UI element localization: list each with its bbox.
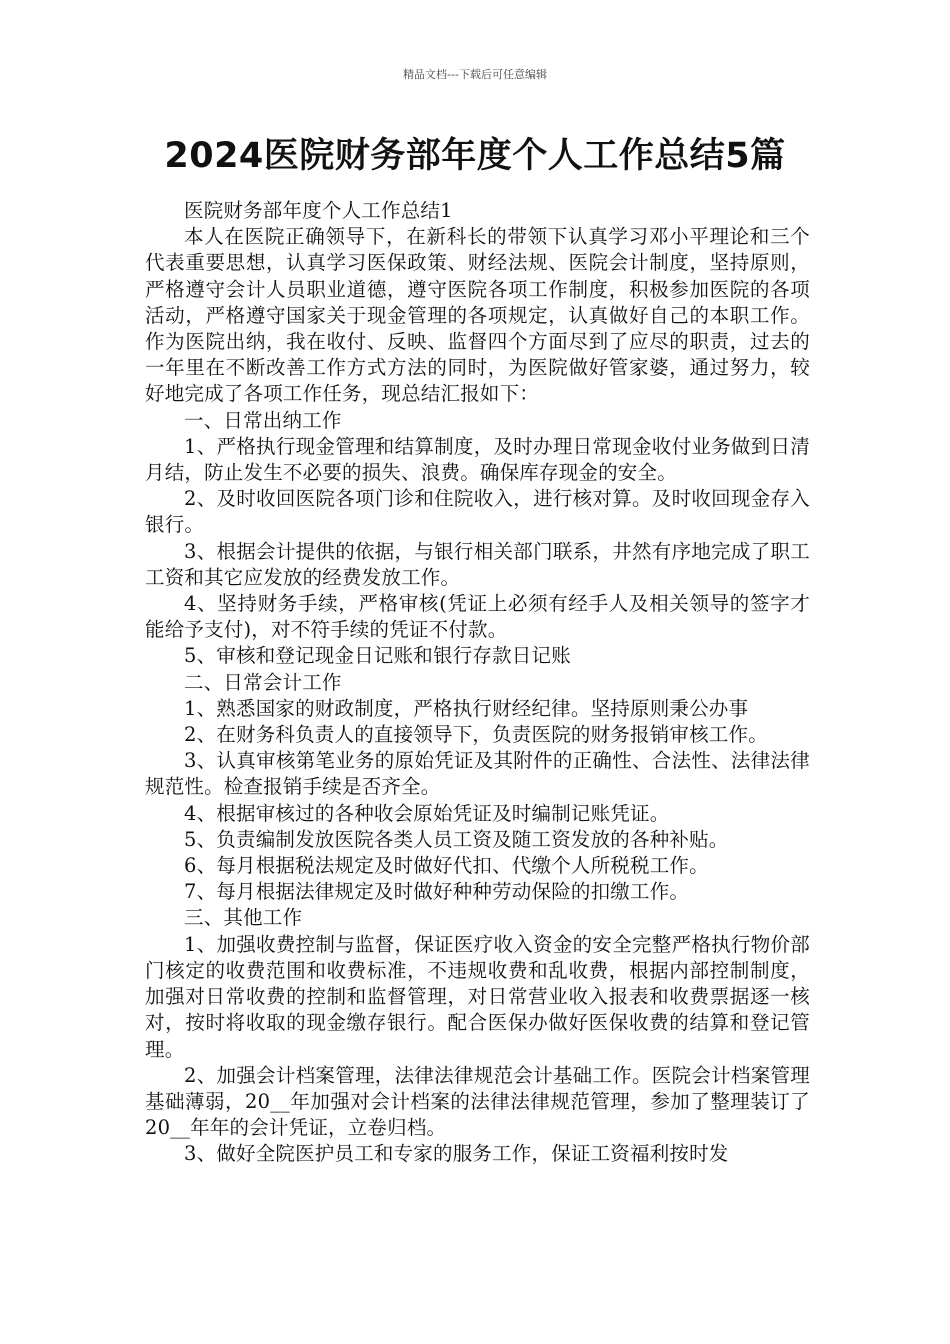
paragraph: 本人在医院正确领导下，在新科长的带领下认真学习邓小平理论和三个代表重要思想，认真学习医保政策、财经法规、医院会计制度，坚持原则，严格遵守会计人员职业道德，遵守医院各项工作制度，积极参加医院的各项活动，严格遵守国家关于现金管理的各项规定，认真做好自己的本职工作。作为医院出纳，我在收付、反映、监督四个方面尽到了应尽的职责，过去的一年里在不断改善工作方式方法的同时，为医院做好管家婆，通过努力，较好地完成了各项工作任务，现总结汇报如下：: [145, 225, 810, 406]
paragraph: 4、根据审核过的各种收会原始凭证及时编制记账凭证。: [184, 801, 670, 825]
paragraph: 2、在财务科负责人的直接领导下，负责医院的财务报销审核工作。: [184, 723, 768, 747]
paragraph: 1、加强收费控制与监督，保证医疗收入资金的安全完整严格执行物价部门核定的收费范围和收费标准，不违规收费和乱收费，根据内部控制制度，加强对日常收费的控制和监督管理，对日常营业收入报表和收费票据逐一核对，按时将收取的现金缴存银行。配合医保办做好医保收费的结算和登记管理。: [145, 932, 810, 1061]
paragraph: 3、做好全院医护员工和专家的服务工作，保证工资福利按时发: [184, 1142, 729, 1166]
paragraph: 7、每月根据法律规定及时做好种种劳动保险的扣缴工作。: [184, 880, 690, 904]
paragraph: 5、负责编制发放医院各类人员工资及随工资发放的各种补贴。: [184, 827, 729, 851]
section-heading: 医院财务部年度个人工作总结1: [184, 199, 453, 222]
paragraph: 3、认真审核第笔业务的原始凭证及其附件的正确性、合法性、法律法律规范性。检查报销手续是否齐全。: [145, 749, 810, 799]
paragraph: 6、每月根据税法规定及时做好代扣、代缴个人所税税工作。: [184, 854, 709, 878]
document-body: [145, 198, 810, 1168]
document-title: 2024医院财务部年度个人工作总结5篇: [164, 136, 786, 176]
paragraph: 2、加强会计档案管理，法律法律规范会计基础工作。医院会计档案管理基础薄弱，20__年加强对会计档案的法律法律规范管理，参加了整理装订了20__年年的会计凭证，立卷归档。: [145, 1063, 810, 1140]
paragraph: 2、及时收回医院各项门诊和住院收入，进行核对算。及时收回现金存入银行。: [145, 487, 810, 537]
header-note: 精品文档---下载后可任意编辑: [403, 68, 547, 81]
section-heading: 一、日常出纳工作: [184, 408, 342, 432]
section-heading: 三、其他工作: [184, 906, 303, 930]
paragraph: 4、坚持财务手续，严格审核(凭证上必须有经手人及相关领导的签字才能给予支付)，对不符手续的凭证不付款。: [145, 592, 810, 642]
paragraph: 1、熟悉国家的财政制度，严格执行财经纪律。坚持原则秉公办事: [184, 696, 749, 720]
paragraph: 5、审核和登记现金日记账和银行存款日记账: [184, 644, 571, 668]
paragraph: 3、根据会计提供的依据，与银行相关部门联系，井然有序地完成了职工工资和其它应发放的经费发放工作。: [145, 539, 810, 589]
section-heading: 二、日常会计工作: [184, 670, 342, 694]
paragraph: 1、严格执行现金管理和结算制度，及时办理日常现金收付业务做到日清月结，防止发生不必要的损失、浪费。确保库存现金的安全。: [145, 434, 810, 485]
